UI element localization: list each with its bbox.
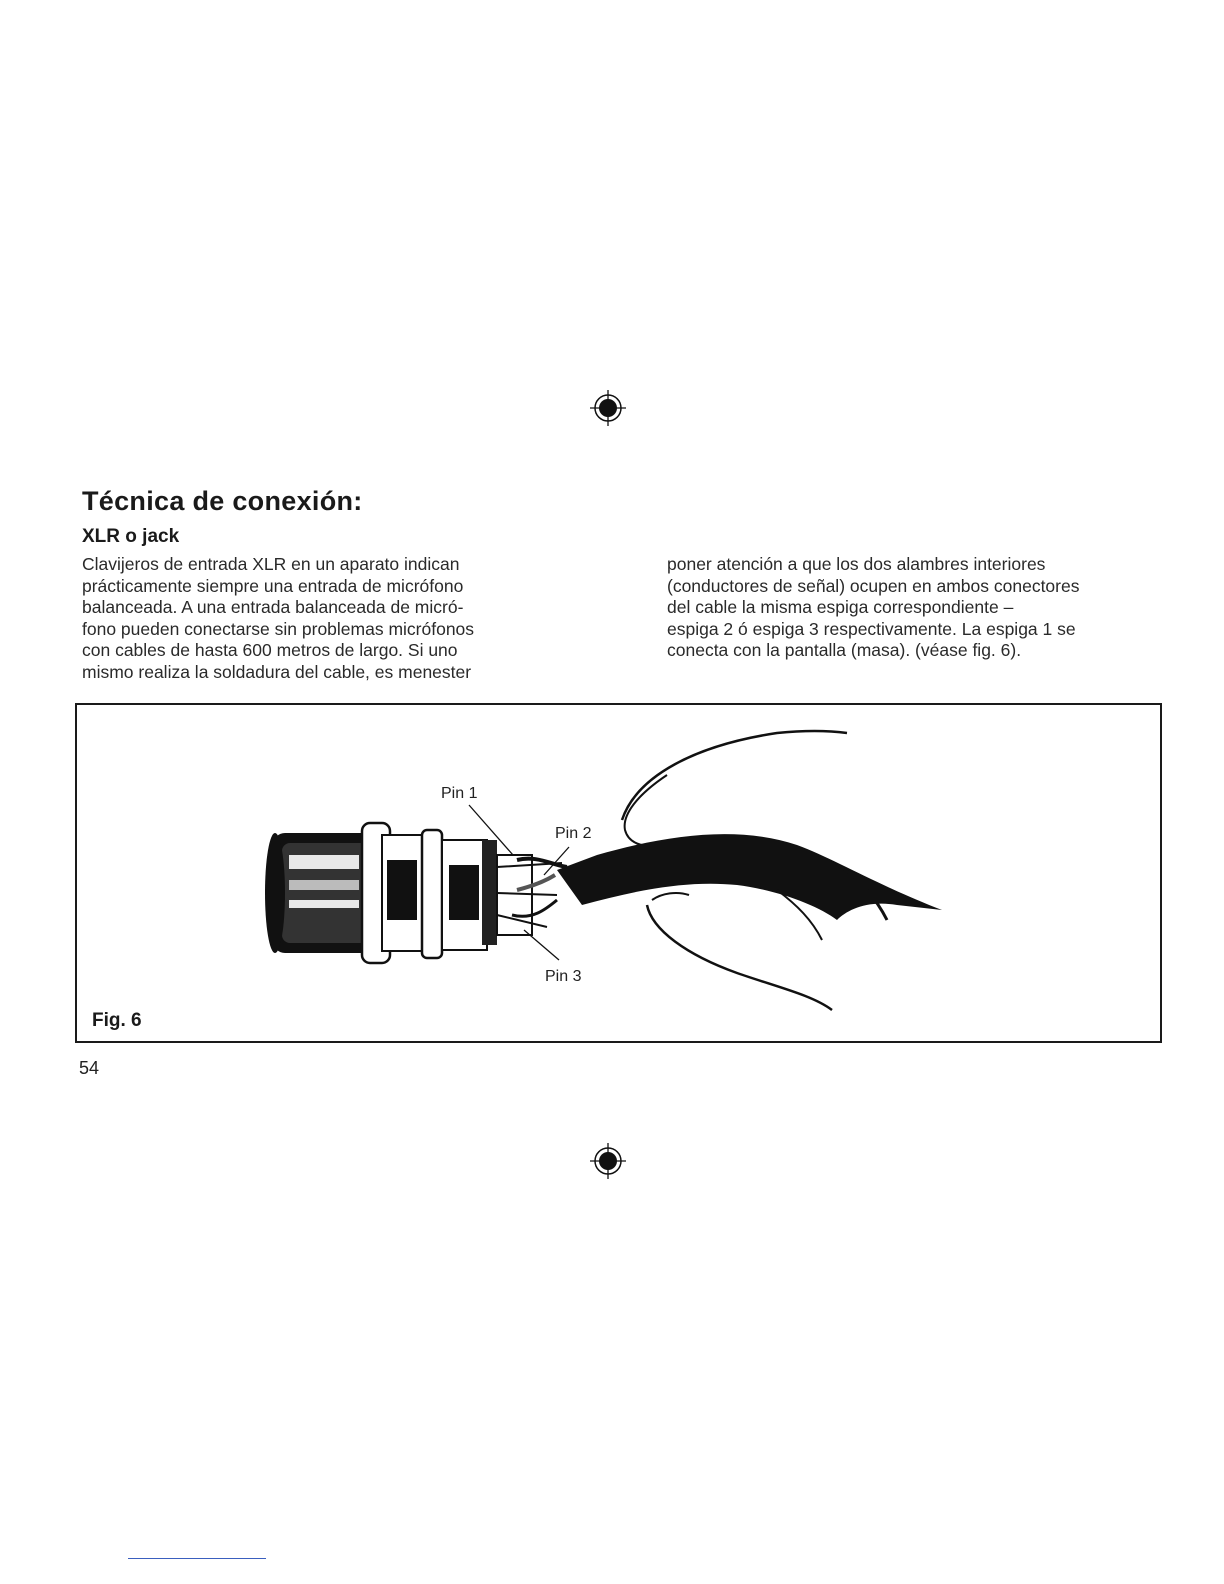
figure-frame — [75, 703, 1162, 1043]
pin-1-label: Pin 1 — [441, 785, 478, 802]
page-number: 54 — [79, 1058, 100, 1078]
body-line: fono pueden conectarse sin problemas micrófonos — [82, 618, 475, 639]
body-line: espiga 2 ó espiga 3 respectivamente. La espiga 1 se — [667, 618, 1076, 639]
body-line: poner atención a que los dos alambres interiores — [667, 554, 1046, 574]
body-line: prácticamente siempre una entrada de micrófono — [82, 575, 464, 596]
footer-rule — [128, 1558, 266, 1559]
body-line: (conductores de señal) ocupen en ambos conectores — [667, 575, 1080, 596]
pin-2-label: Pin 2 — [555, 825, 592, 842]
body-line: del cable la misma espiga correspondiente – — [667, 597, 1014, 617]
xlr-connector-illustration — [77, 705, 1160, 1041]
body-line: balanceada. A una entrada balanceada de micró- — [82, 597, 464, 617]
body-line: conecta con la pantalla (masa). (véase fig. 6). — [667, 640, 1022, 660]
body-column-right — [667, 554, 1187, 662]
body-column-left — [82, 554, 602, 683]
body-line: Clavijeros de entrada XLR en un aparato indican — [82, 554, 460, 574]
pin-3-label: Pin 3 — [545, 968, 582, 985]
registration-mark-top-icon — [588, 388, 628, 428]
section-heading: Técnica de conexión: — [82, 486, 363, 516]
section-subheading: XLR o jack — [82, 526, 180, 547]
figure-caption: Fig. 6 — [92, 1010, 142, 1031]
body-line: mismo realiza la soldadura del cable, es menester — [82, 661, 472, 682]
body-line: con cables de hasta 600 metros de largo. Si uno — [82, 640, 458, 660]
registration-mark-bottom-icon — [588, 1141, 628, 1181]
